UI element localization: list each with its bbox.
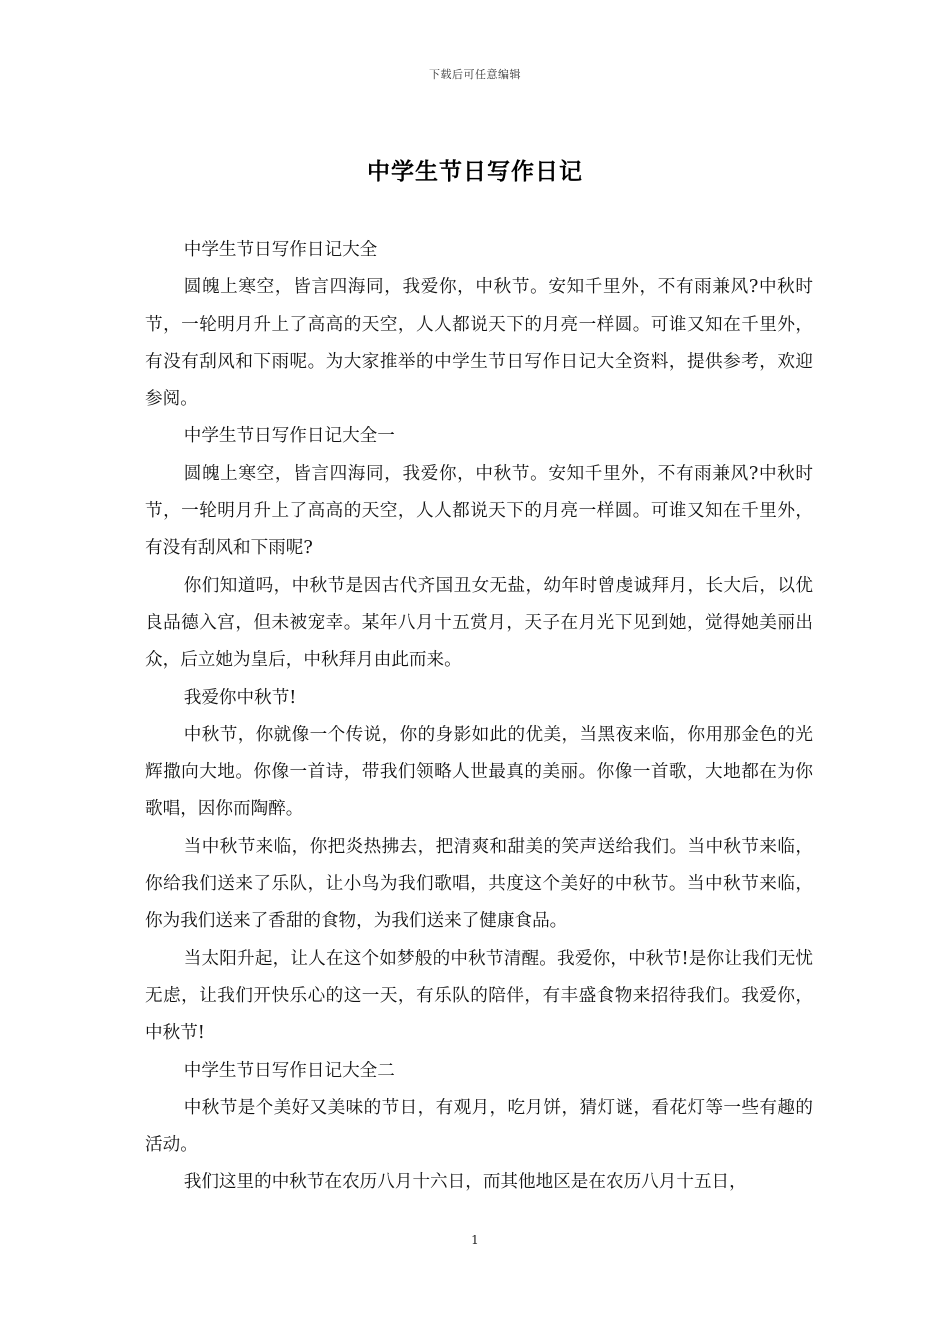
section-heading-two: 中学生节日写作日记大全二 — [183, 1060, 395, 1081]
paragraph: 圆魄上寒空，皆言四海同，我爱你，中秋节。安知千里外，不有雨兼风?中秋时节，一轮明月升上了高高的天空，人人都说天下的月亮一样圆。可谁又知在千里外，有没有刮风和下雨呢? — [145, 463, 813, 559]
paragraph: 中秋节，你就像一个传说，你的身影如此的优美，当黑夜来临，你用那金色的光辉撒向大地。你像一首诗，带我们领略人世最真的美丽。你像一首歌，大地都在为你歌唱，因你而陶醉。 — [145, 724, 813, 820]
paragraph-subtitle: 中学生节日写作日记大全 — [183, 240, 378, 260]
document-title: 中学生节日写作日记 — [367, 158, 583, 185]
paragraph: 我爱你中秋节! — [183, 687, 297, 708]
section-heading-one: 中学生节日写作日记大全一 — [183, 426, 395, 447]
page-number: 1 — [471, 1233, 479, 1247]
paragraph: 当太阳升起，让人在这个如梦般的中秋节清醒。我爱你，中秋节!是你让我们无忧无虑，让我们开快乐心的这一天，有乐队的陪伴，有丰盛食物来招待我们。我爱你，中秋节! — [145, 948, 813, 1044]
paragraph: 当中秋节来临，你把炎热拂去，把清爽和甜美的笑声送给我们。当中秋节来临，你给我们送来了乐队，让小鸟为我们歌唱，共度这个美好的中秋节。当中秋节来临，你为我们送来了香甜的食物，为我们送来了健康食品。 — [145, 836, 813, 932]
document-body — [145, 232, 813, 1202]
header-note: 下载后可任意编辑 — [429, 68, 521, 81]
paragraph: 你们知道吗，中秋节是因古代齐国丑女无盐，幼年时曾虔诚拜月，长大后，以优良品德入宫，但未被宠幸。某年八月十五赏月，天子在月光下见到她，觉得她美丽出众，后立她为皇后，中秋拜月由此而来。 — [145, 575, 813, 671]
paragraph: 中秋节是个美好又美味的节日，有观月，吃月饼，猜灯谜，看花灯等一些有趣的活动。 — [145, 1097, 813, 1156]
paragraph: 我们这里的中秋节在农历八月十六日，而其他地区是在农历八月十五日， — [183, 1172, 747, 1193]
paragraph-intro: 圆魄上寒空，皆言四海同，我爱你，中秋节。安知千里外，不有雨兼风?中秋时节，一轮明月升上了高高的天空，人人都说天下的月亮一样圆。可谁又知在千里外，有没有刮风和下雨呢。为大家推举的中学生节日写作日记大全资料，提供参考，欢迎参阅。 — [145, 277, 813, 410]
